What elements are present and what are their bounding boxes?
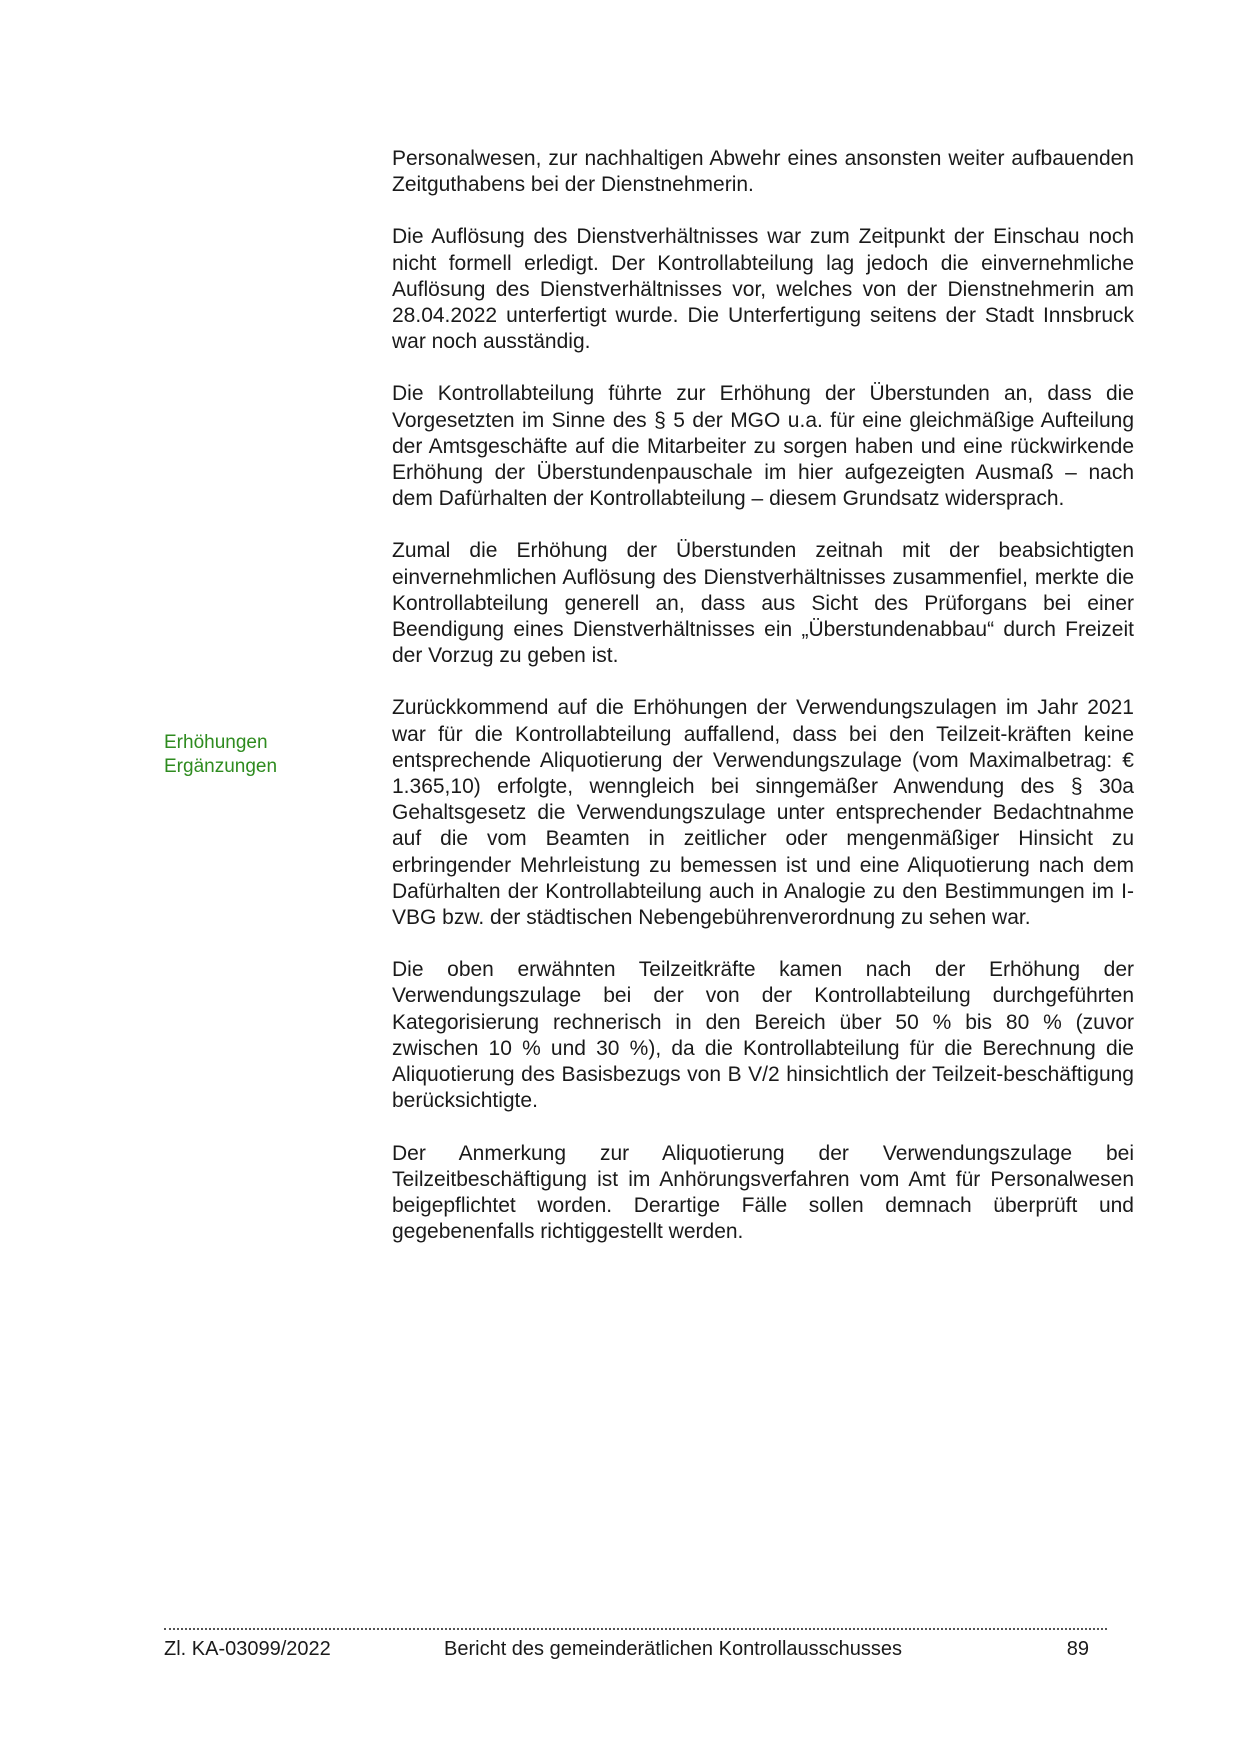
page-number: 89 <box>1066 1638 1089 1660</box>
paragraph: Die Kontrollabteilung führte zur Erhöhung der Überstunden an, dass die Vorgesetzten im Sinne des § 5 der MGO u.a. für eine gleichmäßige Aufteilung der Amtsgeschäfte auf die Mitarbeiter zu sorgen haben und eine rückwirkende Erhöhung der Überstundenpauschale im hier aufgezeigten Ausmaß – nach dem Dafürhalten der Kontrollabteilung – diesem Grundsatz widersprach. <box>392 382 1134 511</box>
paragraph: Die Auflösung des Dienstverhältnisses war zum Zeitpunkt der Einschau noch nicht formell erledigt. Der Kontrollabteilung lag jedoch die einvernehmliche Auflösung des Dienstverhältnisses vor, welches von der Dienstnehmerin am 28.04.2022 unterfertigt wurde. Die Unterfertigung seitens der Stadt Innsbruck war noch ausständig. <box>392 225 1134 354</box>
paragraph: Der Anmerkung zur Aliquotierung der Verwendungszulage bei Teilzeitbeschäftigung ist im Anhörungsverfahren vom Amt für Personalwesen beigepflichtet worden. Derartige Fälle sollen demnach überprüft und gegebenenfalls richtiggestellt werden. <box>392 1141 1134 1244</box>
margin-note-line: Ergänzungen <box>164 756 278 777</box>
footer-title: Bericht des gemeinderätlichen Kontrollausschusses <box>444 1638 903 1660</box>
margin-note <box>164 731 364 779</box>
margin-note-line: Erhöhungen <box>164 732 268 753</box>
footer-divider <box>164 1628 1107 1630</box>
paragraph: Zumal die Erhöhung der Überstunden zeitnah mit der beabsichtigten einvernehmlichen Auflösung des Dienstverhältnisses zusammenfiel, merkte die Kontrollabteilung generell an, dass aus Sicht des Prüforgans bei einer Beendigung eines Dienstverhältnisses ein „Überstundenabbau“ durch Freizeit der Vorzug zu geben ist. <box>392 539 1134 668</box>
paragraph: Die oben erwähnten Teilzeitkräfte kamen nach der Erhöhung der Verwendungszulage bei der von der Kontrollabteilung durchgeführten Kategorisierung rechnerisch in den Bereich über 50 % bis 80 % (zuvor zwischen 10 % und 30 %), da die Kontrollabteilung für die Berechnung die Aliquotierung des Basisbezugs von B V/2 hinsichtlich der Teilzeit-beschäftigung berücksichtigte. <box>392 958 1134 1113</box>
footer-reference: Zl. KA-03099/2022 <box>164 1638 331 1660</box>
paragraph: Personalwesen, zur nachhaltigen Abwehr eines ansonsten weiter aufbauenden Zeitguthabens bei der Dienstnehmerin. <box>392 147 1134 197</box>
paragraph: Zurückkommend auf die Erhöhungen der Verwendungszulagen im Jahr 2021 war für die Kontrollabteilung auffallend, dass bei den Teilzeit-kräften keine entsprechende Aliquotierung der Verwendungszulage (vom Maximalbetrag: € 1.365,10) erfolgte, wenngleich bei sinngemäßer Anwendung des § 30a Gehaltsgesetz die Verwendungszulage unter entsprechender Bedachtnahme auf die vom Beamten in zeitlicher oder mengenmäßiger Hinsicht zu erbringender Mehrleistung zu bemessen ist und eine Aliquotierung nach dem Dafürhalten der Kontrollabteilung auch in Analogie zu den Bestimmungen im I-VBG bzw. der städtischen Nebengebührenverordnung zu sehen war. <box>392 696 1134 930</box>
main-text-column <box>392 146 1134 1271</box>
